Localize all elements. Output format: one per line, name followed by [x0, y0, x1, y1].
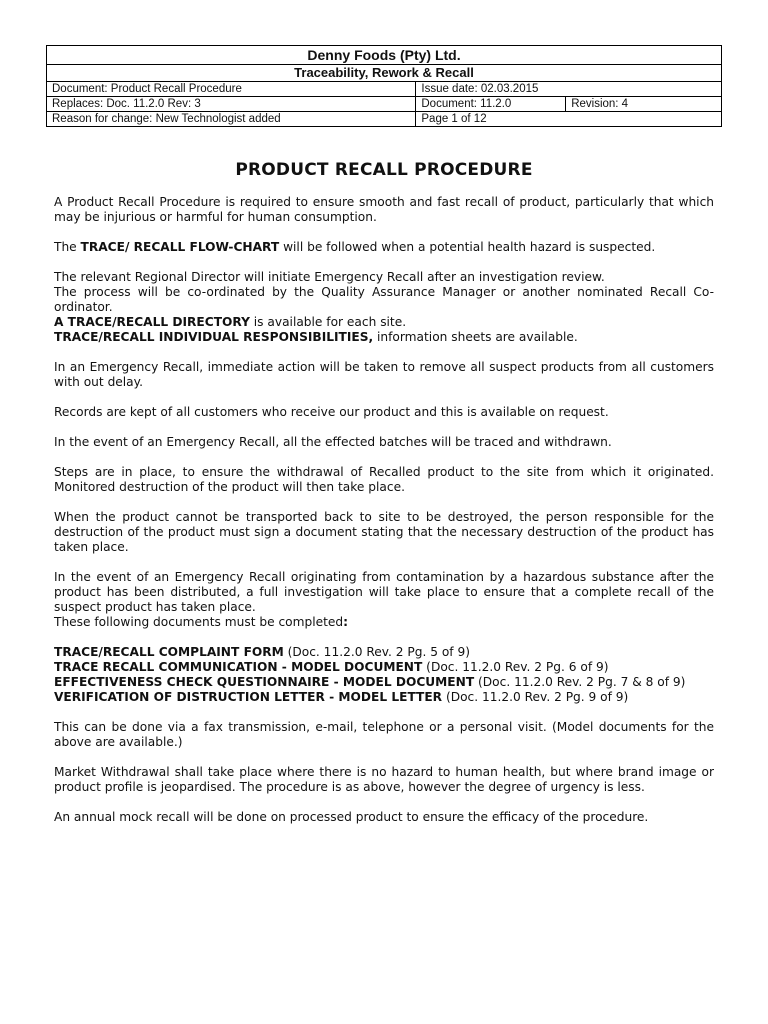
document-label: Document: Product Recall Procedure — [47, 82, 416, 97]
required-documents-list — [54, 645, 714, 705]
paragraph-flowchart: The TRACE/ RECALL FLOW-CHART will be followed when a potential health hazard is suspected. — [54, 240, 656, 254]
paragraph-communication-methods: This can be done via a fax transmission, e-mail, telephone or a personal visit. (Model documents for the above are available.) — [54, 720, 714, 749]
reason-for-change: Reason for change: New Technologist added — [47, 112, 416, 127]
paragraph-coordination: The process will be co-ordinated by the Quality Assurance Manager or another nominated Recall Co-ordinator. — [54, 285, 714, 314]
list-item: VERIFICATION OF DISTRUCTION LETTER - MODEL LETTER (Doc. 11.2.0 Rev. 2 Pg. 9 of 9) — [54, 690, 629, 704]
paragraph-destruction: When the product cannot be transported back to site to be destroyed, the person responsible for the destruction of the product must sign a document stating that the necessary destruction of the product has taken place. — [54, 510, 714, 554]
list-item: TRACE/RECALL COMPLAINT FORM (Doc. 11.2.0 Rev. 2 Pg. 5 of 9) — [54, 645, 470, 659]
issue-date: Issue date: 02.03.2015 — [416, 82, 722, 97]
document-body — [54, 195, 714, 840]
paragraph-documents-intro: These following documents must be completed: — [54, 615, 349, 629]
paragraph-contamination: In the event of an Emergency Recall originating from contamination by a hazardous substance after the product has been distributed, a full investigation will take place to ensure that a complete recall of the suspect product has taken place. — [54, 570, 714, 614]
page-number: Page 1 of 12 — [416, 112, 722, 127]
page-title: PRODUCT RECALL PROCEDURE — [235, 160, 533, 180]
document-header-table — [46, 45, 722, 127]
replaces-label: Replaces: Doc. 11.2.0 Rev: 3 — [47, 97, 416, 112]
flowchart-reference: TRACE/ RECALL FLOW-CHART — [80, 240, 280, 254]
revision-number: Revision: 4 — [566, 97, 722, 112]
paragraph-intro: A Product Recall Procedure is required to ensure smooth and fast recall of product, particularly that which may be injurious or harmful for human consumption. — [54, 195, 714, 224]
directory-reference: A TRACE/RECALL DIRECTORY — [54, 315, 250, 329]
paragraph-market-withdrawal: Market Withdrawal shall take place where there is no hazard to human health, but where brand image or product profile is jeopardised. The procedure is as above, however the degree of urgency is less. — [54, 765, 714, 794]
paragraph-withdrawal: Steps are in place, to ensure the withdrawal of Recalled product to the site from which it originated. Monitored destruction of the product will then take place. — [54, 465, 714, 494]
section-subtitle: Traceability, Rework & Recall — [47, 65, 722, 82]
responsibilities-reference: TRACE/RECALL INDIVIDUAL RESPONSIBILITIES, — [54, 330, 374, 344]
company-name: Denny Foods (Pty) Ltd. — [47, 46, 722, 65]
list-item: EFFECTIVENESS CHECK QUESTIONNAIRE - MODEL DOCUMENT (Doc. 11.2.0 Rev. 2 Pg. 7 & 8 of 9) — [54, 675, 686, 689]
paragraph-regional-director: The relevant Regional Director will initiate Emergency Recall after an investigation review. — [54, 270, 605, 284]
paragraph-batches: In the event of an Emergency Recall, all the effected batches will be traced and withdrawn. — [54, 435, 612, 449]
paragraph-mock-recall: An annual mock recall will be done on processed product to ensure the efficacy of the procedure. — [54, 810, 649, 824]
document-number: Document: 11.2.0 — [416, 97, 566, 112]
paragraph-immediate-action: In an Emergency Recall, immediate action will be taken to remove all suspect products from all customers with out delay. — [54, 360, 714, 389]
list-item: TRACE RECALL COMMUNICATION - MODEL DOCUMENT (Doc. 11.2.0 Rev. 2 Pg. 6 of 9) — [54, 660, 609, 674]
paragraph-directory: A TRACE/RECALL DIRECTORY is available for each site. — [54, 315, 407, 329]
paragraph-responsibilities: TRACE/RECALL INDIVIDUAL RESPONSIBILITIES, information sheets are available. — [54, 330, 578, 344]
paragraph-records: Records are kept of all customers who receive our product and this is available on request. — [54, 405, 609, 419]
